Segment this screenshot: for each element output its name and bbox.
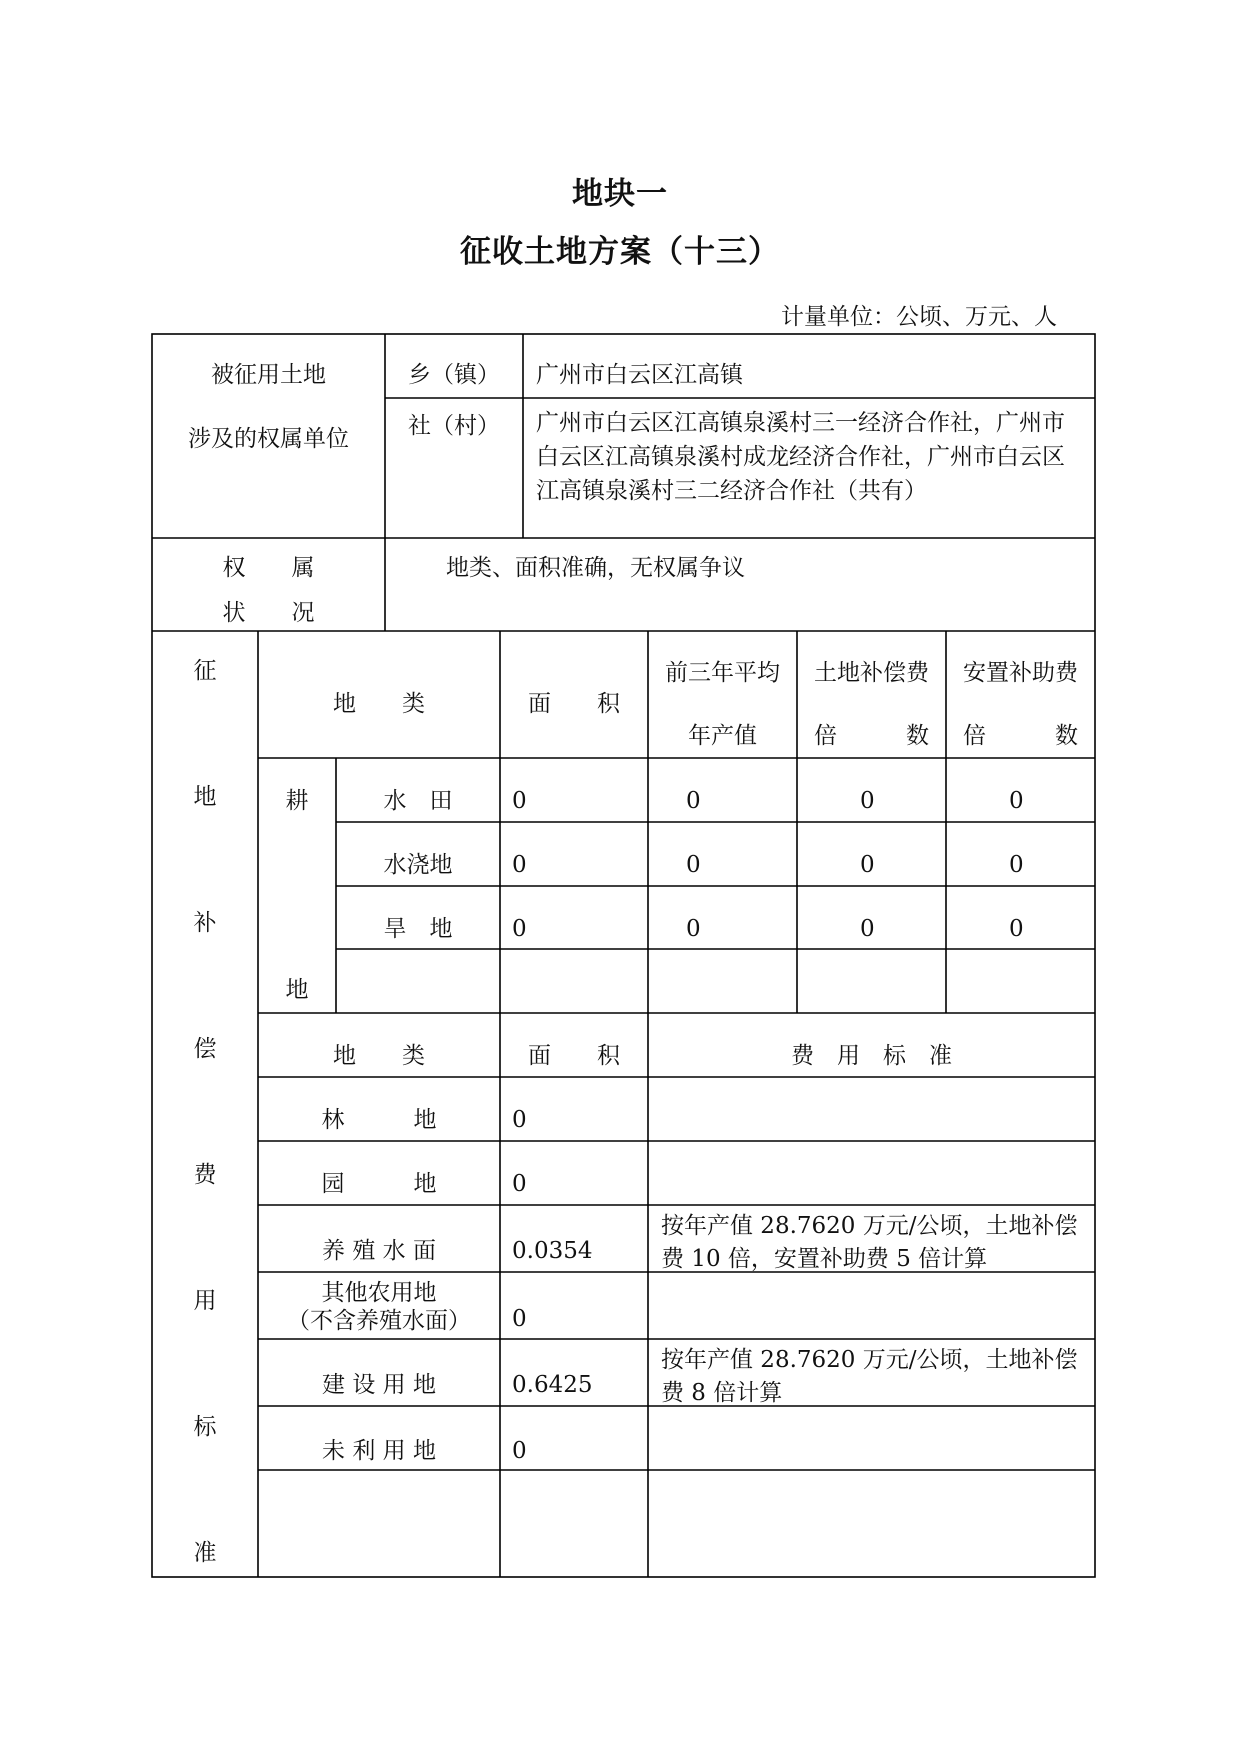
side-label-char: 偿 xyxy=(193,1036,217,1062)
arable-row-area: 0 xyxy=(512,852,527,878)
other-row-area: 0 xyxy=(512,1171,527,1197)
arable-group-char-bottom: 地 xyxy=(285,977,309,1003)
other-header-area: 面 积 xyxy=(528,1043,620,1069)
other-row-area: 0.0354 xyxy=(512,1238,593,1264)
arable-row-type: 水 田 xyxy=(383,788,453,814)
arable-row-area: 0 xyxy=(512,788,527,814)
other-row-type: 未 利 用 地 xyxy=(322,1438,436,1464)
status-label-line1: 权 属 xyxy=(222,555,315,581)
arable-header-resettle-line1: 安置补助费 xyxy=(963,660,1078,686)
side-label-char: 补 xyxy=(193,910,217,936)
arable-row-resettle: 0 xyxy=(1009,916,1024,942)
arable-header-land-type: 地 类 xyxy=(333,691,425,717)
other-row-type: 建 设 用 地 xyxy=(322,1372,436,1398)
village-label: 社（村） xyxy=(408,413,500,439)
arable-row-resettle: 0 xyxy=(1009,852,1024,878)
other-row-type: 林 地 xyxy=(321,1107,437,1133)
arable-row-output: 0 xyxy=(686,852,701,878)
arable-header-output-line2: 年产值 xyxy=(688,723,757,749)
arable-row-resettle: 0 xyxy=(1009,788,1024,814)
other-row-type: 其他农用地 xyxy=(321,1280,437,1306)
other-header-land-type: 地 类 xyxy=(333,1043,425,1069)
arable-row-output: 0 xyxy=(686,916,701,942)
other-row-type: 园 地 xyxy=(321,1171,437,1197)
ownership-label-line1: 被征用土地 xyxy=(211,362,326,388)
status-value: 地类、面积准确，无权属争议 xyxy=(446,555,745,581)
side-label-char: 地 xyxy=(193,784,217,810)
page-title: 地块一 xyxy=(572,176,668,212)
arable-group-char-top: 耕 xyxy=(285,788,309,814)
arable-header-resettle-line2: 倍 数 xyxy=(963,723,1078,749)
other-row-area: 0 xyxy=(512,1107,527,1133)
other-header-standard: 费 用 标 准 xyxy=(791,1043,952,1069)
other-row-standard: 按年产值 28.7620 万元/公顷，土地补偿费 10 倍，安置补助费 5 倍计算 xyxy=(661,1213,1078,1272)
township-label: 乡（镇） xyxy=(408,362,500,388)
unit-label: 计量单位：公顷、万元、人 xyxy=(781,304,1057,330)
arable-header-area: 面 积 xyxy=(528,691,620,717)
other-row-standard: 按年产值 28.7620 万元/公顷，土地补偿费 8 倍计算 xyxy=(661,1347,1078,1406)
township-value: 广州市白云区江高镇 xyxy=(536,362,743,388)
other-row-type: 养 殖 水 面 xyxy=(322,1238,436,1264)
page-subtitle: 征收土地方案（十三） xyxy=(460,234,780,270)
arable-row-type: 旱 地 xyxy=(383,916,453,942)
side-label-char: 标 xyxy=(193,1414,217,1440)
side-label-char: 费 xyxy=(193,1162,217,1188)
arable-row-area: 0 xyxy=(512,916,527,942)
arable-row-comp: 0 xyxy=(860,788,875,814)
other-row-area: 0 xyxy=(512,1306,527,1332)
other-row-type-line2: （不含养殖水面） xyxy=(287,1308,471,1334)
side-label-char: 用 xyxy=(193,1288,217,1314)
arable-row-comp: 0 xyxy=(860,916,875,942)
village-value: 广州市白云区江高镇泉溪村三一经济合作社，广州市白云区江高镇泉溪村成龙经济合作社，广州市白云区江高镇泉溪村三二经济合作社（共有） xyxy=(536,410,1065,504)
arable-row-comp: 0 xyxy=(860,852,875,878)
status-label-line2: 状 况 xyxy=(222,600,315,626)
arable-header-comp-line2: 倍 数 xyxy=(814,723,929,749)
other-row-area: 0.6425 xyxy=(512,1372,593,1398)
arable-header-comp-line1: 土地补偿费 xyxy=(814,660,929,686)
arable-row-type: 水浇地 xyxy=(383,852,453,878)
side-label-char: 征 xyxy=(193,658,217,684)
arable-header-output-line1: 前三年平均 xyxy=(665,660,780,686)
other-row-area: 0 xyxy=(512,1438,527,1464)
ownership-label-line2: 涉及的权属单位 xyxy=(188,426,349,452)
arable-row-output: 0 xyxy=(686,788,701,814)
side-label-char: 准 xyxy=(193,1540,217,1566)
